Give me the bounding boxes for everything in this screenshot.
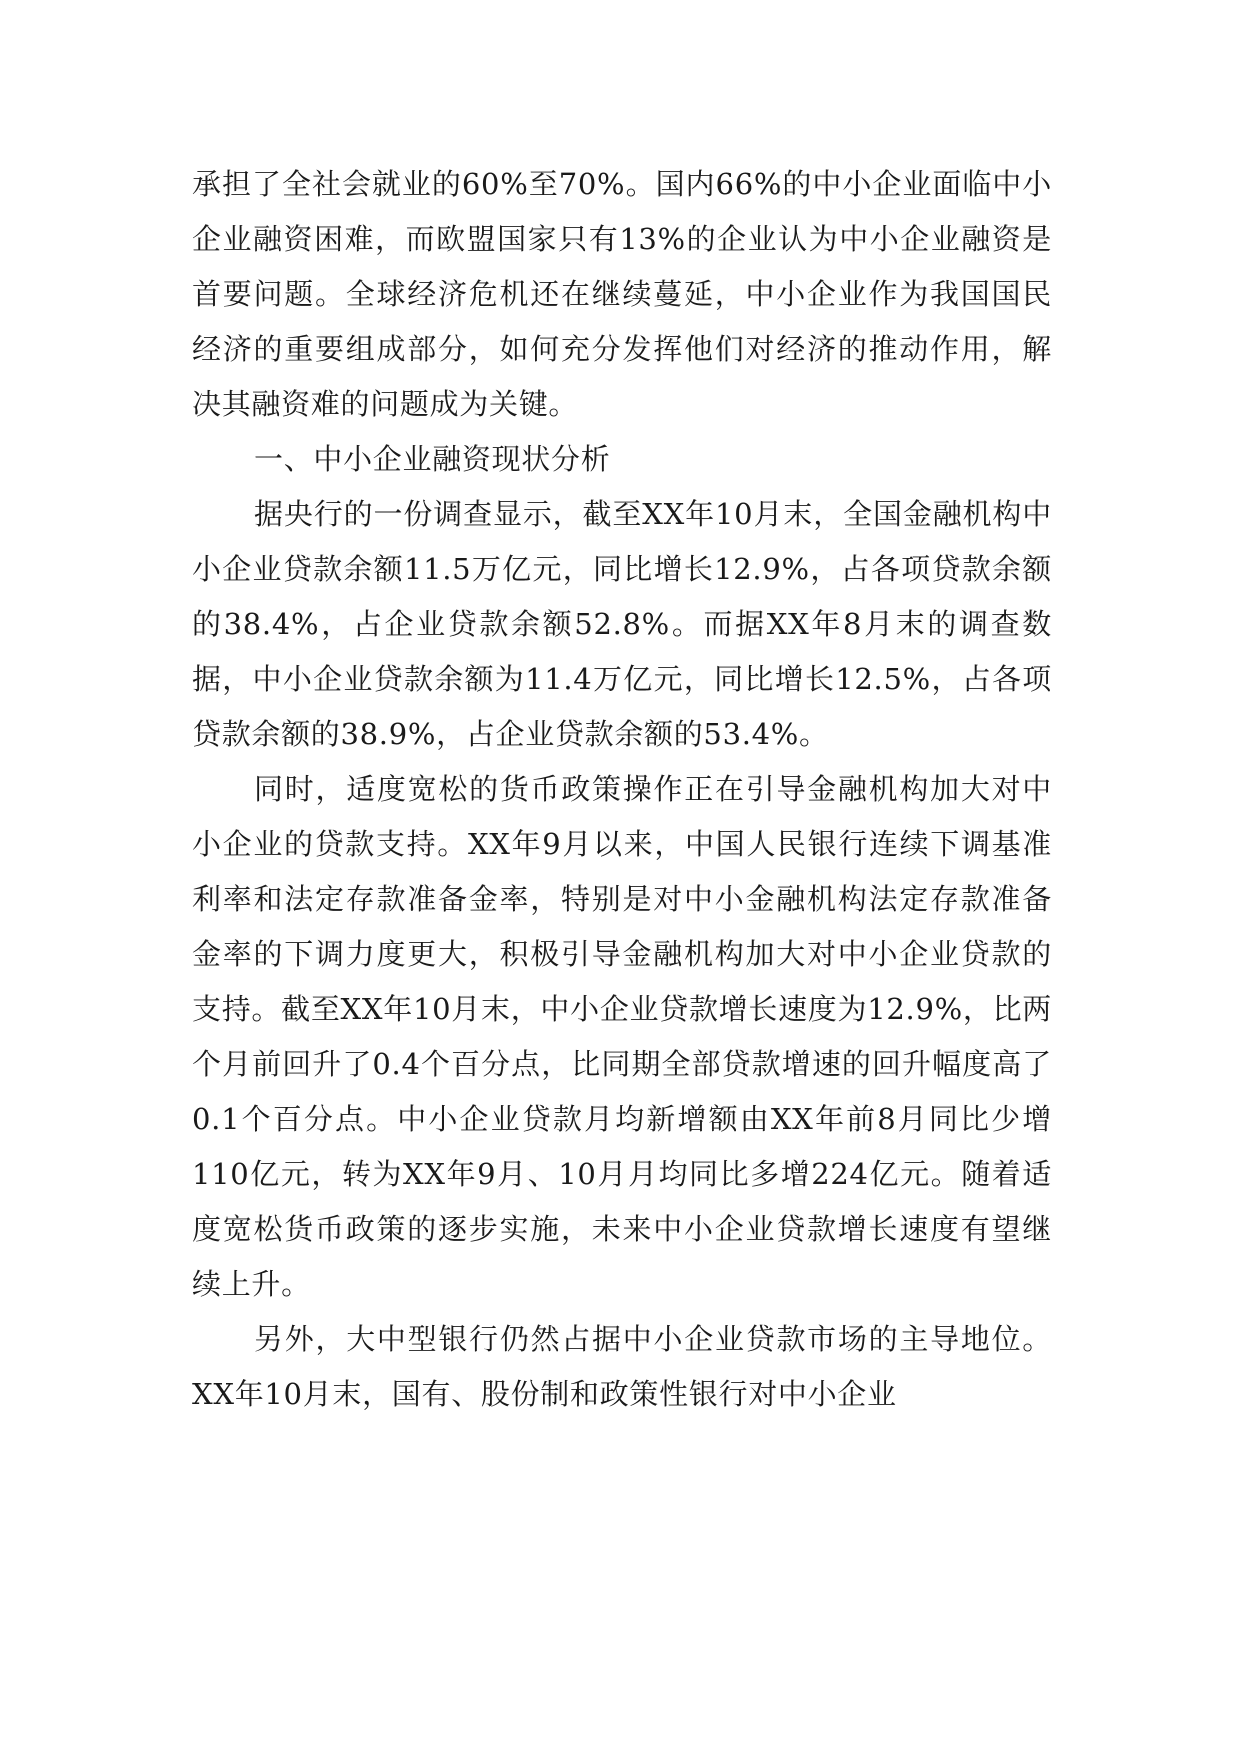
section-heading-financing-status: 一、中小企业融资现状分析 [254, 442, 611, 476]
paragraph-large-banks: 另外，大中型银行仍然占据中小企业贷款市场的主导地位。XX年10月末，国有、股份制和政策性银行对中小企业 [192, 1322, 1052, 1411]
paragraph-central-bank-survey: 据央行的一份调查显示，截至XX年10月末，全国金融机构中小企业贷款余额11.5万亿元，同比增长12.9%，占各项贷款余额的38.4%，占企业贷款余额52.8%。而据XX年8月末的调查数据，中小企业贷款余额为11.4万亿元，同比增长12.5%，占各项贷款余额的38.9%，占企业贷款余额的53.4%。 [192, 497, 1052, 751]
paragraph-monetary-policy: 同时，适度宽松的货币政策操作正在引导金融机构加大对中小企业的贷款支持。XX年9月以来，中国人民银行连续下调基准利率和法定存款准备金率，特别是对中小金融机构法定存款准备金率的下调力度更大，积极引导金融机构加大对中小企业贷款的支持。截至XX年10月末，中小企业贷款增长速度为12.9%，比两个月前回升了0.4个百分点，比同期全部贷款增速的回升幅度高了0.1个百分点。中小企业贷款月均新增额由XX年前8月同比少增110亿元，转为XX年9月、10月月均同比多增224亿元。随着适度宽松货币政策的逐步实施，未来中小企业贷款增长速度有望继续上升。 [192, 772, 1052, 1301]
paragraph-employment-context: 承担了全社会就业的60%至70%。国内66%的中小企业面临中小企业融资困难，而欧盟国家只有13%的企业认为中小企业融资是首要问题。全球经济危机还在继续蔓延，中小企业作为我国国民经济的重要组成部分，如何充分发挥他们对经济的推动作用，解决其融资难的问题成为关键。 [192, 167, 1052, 421]
document-page [192, 157, 1052, 1422]
